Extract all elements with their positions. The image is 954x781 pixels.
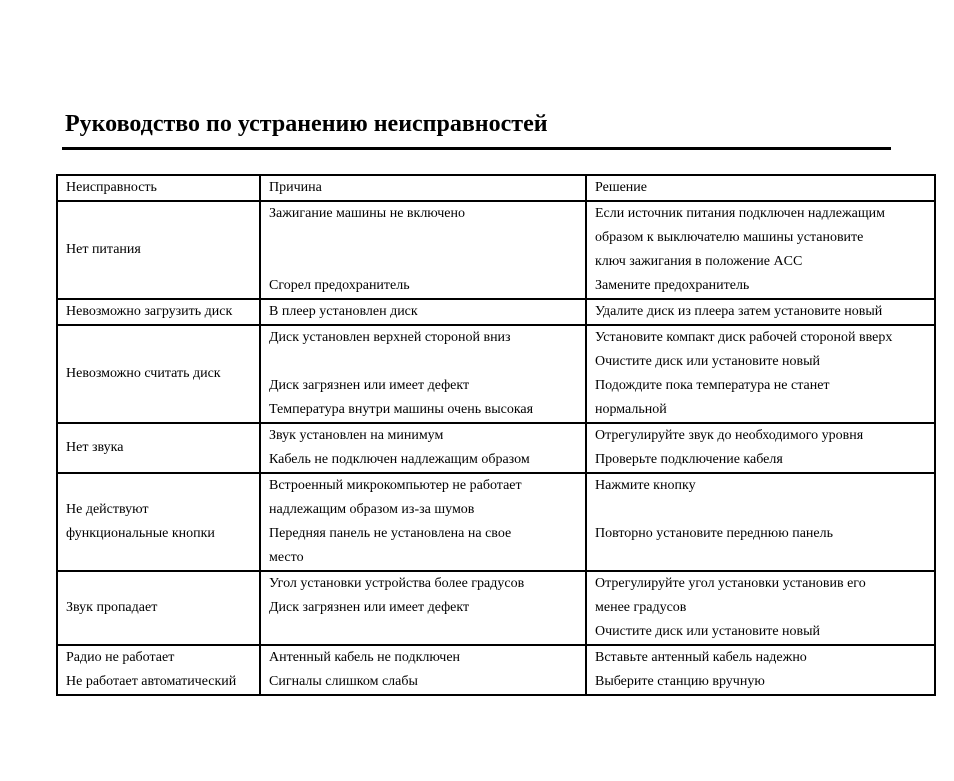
cause-cell-line: Передняя панель не установлена на свое	[269, 526, 512, 541]
fault-cell-line: Невозможно загрузить диск	[66, 304, 233, 319]
table-header-row	[57, 175, 935, 201]
solution-cell-line: Очистите диск или установите новый	[595, 624, 821, 639]
cause-cell-line: Сигналы слишком слабы	[269, 674, 418, 689]
solution-cell-line: образом к выключателю машины установите	[595, 230, 864, 245]
title-underline	[62, 147, 891, 150]
solution-cell	[586, 645, 935, 695]
table-row	[57, 325, 935, 423]
solution-cell-line: Подождите пока температура не станет	[595, 378, 830, 393]
cause-cell-line: Диск загрязнен или имеет дефект	[269, 378, 470, 393]
solution-cell-line: Нажмите кнопку	[595, 478, 696, 493]
fault-cell-line: Нет питания	[66, 242, 141, 257]
header-cause: Причина	[260, 175, 586, 201]
cause-cell-line: Температура внутри машины очень высокая	[269, 402, 534, 417]
solution-cell-line: Выберите станцию вручную	[595, 674, 765, 689]
table-row	[57, 201, 935, 299]
cause-cell-line: Кабель не подключен надлежащим образом	[269, 452, 530, 467]
solution-cell-line: Замените предохранитель	[595, 278, 750, 293]
solution-cell	[586, 473, 935, 571]
solution-cell	[586, 571, 935, 645]
fault-cell	[57, 645, 260, 695]
cause-cell-line	[269, 226, 581, 250]
solution-cell-line: Отрегулируйте звук до необходимого уровня	[595, 428, 864, 443]
table-row	[57, 423, 935, 473]
fault-cell-line: Нет звука	[66, 440, 124, 455]
table-row	[57, 571, 935, 645]
solution-cell-line: Удалите диск из плеера затем установите новый	[595, 304, 883, 319]
fault-cell-line: Невозможно считать диск	[66, 366, 221, 381]
cause-cell-line: Звук установлен на минимум	[269, 428, 444, 443]
fault-cell-line: Звук пропадает	[66, 600, 158, 615]
cause-cell-line: Диск загрязнен или имеет дефект	[269, 600, 470, 615]
fault-cell-line: Радио не работает	[66, 650, 175, 665]
fault-cell-line: Не действуют	[66, 502, 149, 517]
fault-cell-line: функциональные кнопки	[66, 526, 215, 541]
cause-cell-line: Антенный кабель не подключен	[269, 650, 461, 665]
table-body	[57, 201, 935, 695]
cause-cell	[260, 645, 586, 695]
cause-cell	[260, 571, 586, 645]
solution-cell-line: Проверьте подключение кабеля	[595, 452, 783, 467]
cause-cell-line	[269, 350, 581, 374]
cause-cell	[260, 201, 586, 299]
solution-cell-line: Вставьте антенный кабель надежно	[595, 650, 807, 665]
solution-cell	[586, 423, 935, 473]
header-fault: Неисправность	[57, 175, 260, 201]
cause-cell	[260, 325, 586, 423]
fault-cell	[57, 571, 260, 645]
solution-cell	[586, 201, 935, 299]
cause-cell-line: Угол установки устройства более градусов	[269, 576, 525, 591]
table-row	[57, 299, 935, 325]
cause-cell-line: надлежащим образом из-за шумов	[269, 502, 475, 517]
cause-cell-line: Сгорел предохранитель	[269, 278, 410, 293]
cause-cell	[260, 473, 586, 571]
page-title: Руководство по устранению неисправностей	[65, 111, 548, 137]
cause-cell-line	[269, 250, 581, 274]
solution-cell-line: Если источник питания подключен надлежащим	[595, 206, 885, 221]
cause-cell-line: Диск установлен верхней стороной вниз	[269, 330, 511, 345]
solution-cell-line: Повторно установите переднюю панель	[595, 526, 833, 541]
cause-cell-line: В плеер установлен диск	[269, 304, 418, 319]
fault-cell	[57, 423, 260, 473]
cause-cell-line	[269, 620, 581, 644]
cause-cell	[260, 423, 586, 473]
fault-cell	[57, 325, 260, 423]
fault-cell	[57, 473, 260, 571]
table-row	[57, 473, 935, 571]
solution-cell	[586, 299, 935, 325]
cause-cell	[260, 299, 586, 325]
fault-cell-line: Не работает автоматический	[66, 674, 237, 689]
fault-cell	[57, 299, 260, 325]
cause-cell-line: Встроенный микрокомпьютер не работает	[269, 478, 522, 493]
troubleshooting-table	[56, 174, 936, 696]
cause-cell-line: Зажигание машины не включено	[269, 206, 465, 221]
solution-cell-line	[595, 546, 930, 570]
cause-cell-line: место	[269, 550, 304, 565]
table-row	[57, 645, 935, 695]
fault-cell	[57, 201, 260, 299]
solution-cell-line: Отрегулируйте угол установки установив его	[595, 576, 866, 591]
solution-cell-line: нормальной	[595, 402, 667, 417]
solution-cell-line: Установите компакт диск рабочей стороной вверх	[595, 330, 893, 345]
solution-cell-line: ключ зажигания в положение ACC	[595, 254, 803, 269]
solution-cell	[586, 325, 935, 423]
solution-cell-line: менее градусов	[595, 600, 687, 615]
solution-cell-line	[595, 498, 930, 522]
solution-cell-line: Очистите диск или установите новый	[595, 354, 821, 369]
header-solution: Решение	[586, 175, 935, 201]
